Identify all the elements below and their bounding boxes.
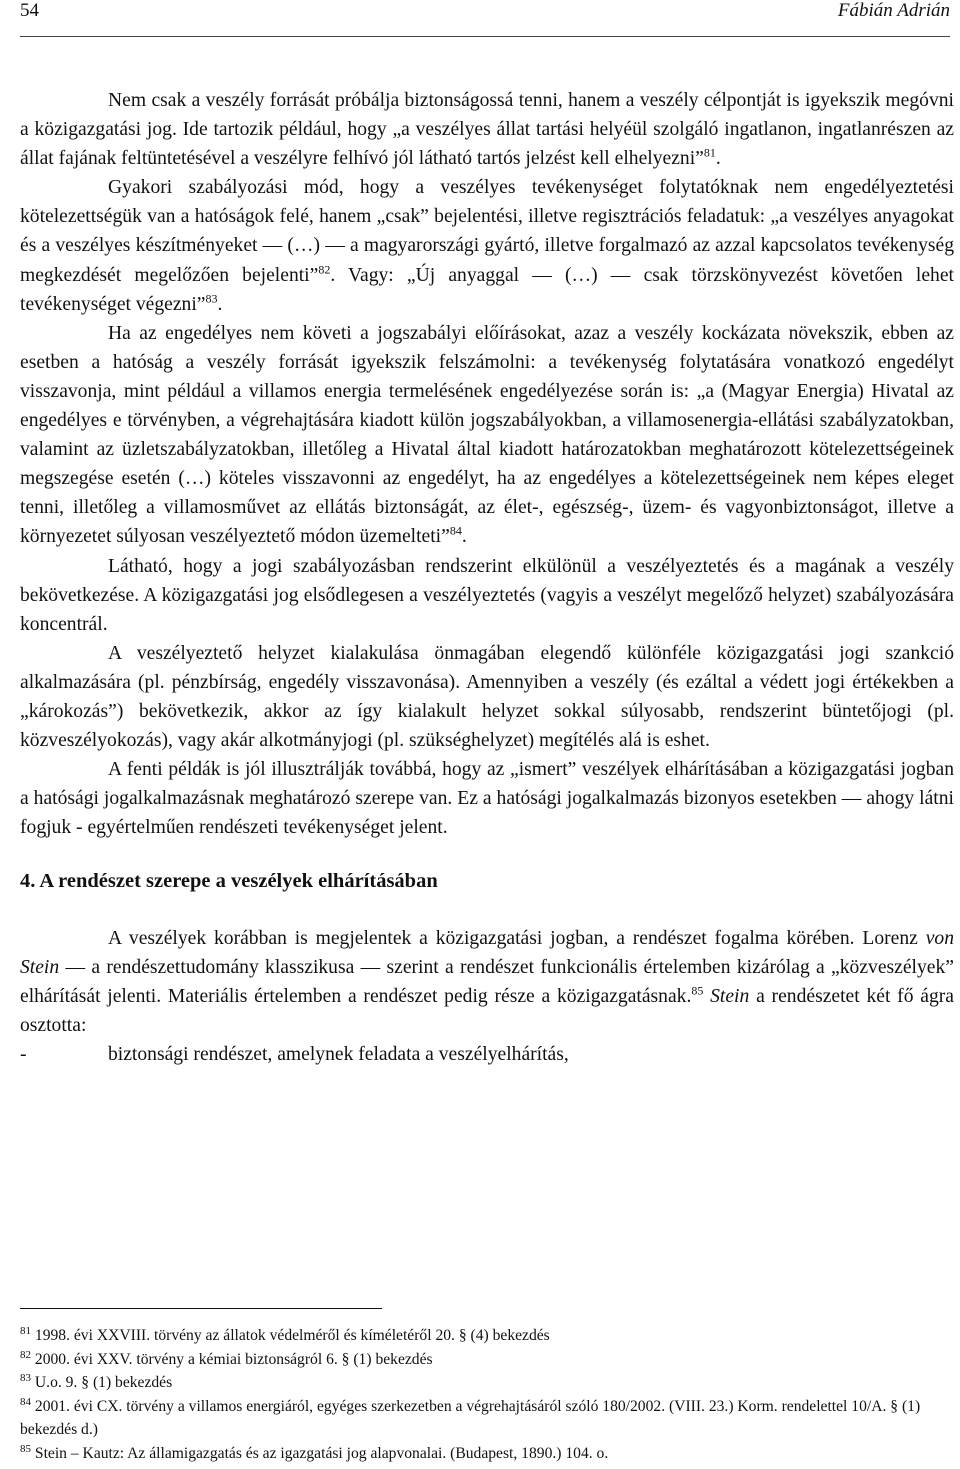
page-number: 54 <box>20 0 39 21</box>
page-header <box>20 0 950 37</box>
footnote-separator <box>20 1308 382 1309</box>
paragraph-3: Ha az engedélyes nem követi a jogszabályi előírásokat, azaz a veszély kockázata növekszik, ebben az esetben a hatóság a veszély forrását igyekszik felszámolni: a tevékenység folytatására vonatkozó engedélyt visszavonja, mint például a villamos energia termelésének engedélyezése során is: „a (Magyar Energia) Hivatal az engedélyes e törvényben, a végrehajtására kiadott külön jogszabályokban, a villamosenergia-ellátási szabályzatokban, valamint az üzletszabályzatokban, illetőleg a Hivatal által kiadott határozatokban meghatározott kötelezettségeinek megszegése esetén (…) köteles visszavonni az engedélyt, ha az engedélyes a kötelezettségeinek nem képes eleget tenni, illetőleg a villamosművet az ellátás biztonságát, az élet-, egészség-, üzem- és vagyonbiztonságot, illetve a környezetet súlyosan veszélyeztető módon üzemelteti”$^{84}$. <box>20 322 954 548</box>
list-dash: - <box>20 1043 27 1065</box>
footnote-84: $^{84}$ 2001. évi CX. törvény a villamos energiáról, egyéges szerkezetben a végrehajtásáról szóló 180/2002. (VIII. 23.) Korm. rendelettel 10/A. § (1) bekezdés d.) <box>20 1395 921 1439</box>
body-text <box>20 86 954 1069</box>
paragraph-7: A veszélyek korábban is megjelentek a közigazgatási jogban, a rendészet fogalma körében. Lorenz von Stein — a rendészettudomány klasszikusa — szerint a rendészet funkcionális értelemben kizárólag a „közveszélyek” elhárítását jelenti. Materiális értelemben a rendészet pedig része a közigazgatásnak.$^{85}$ Stein a rendészetet két fő ágra osztotta: <box>20 927 954 1036</box>
name-stein: Stein <box>710 985 750 1007</box>
footnote-ref-84: 84 <box>449 523 462 538</box>
paragraph-4: Látható, hogy a jogi szabályozásban rendszerint elkülönül a veszélyeztetés és a magának a veszély bekövetkezése. A közigazgatási jog elsődlegesen a veszélyeztetés (vagyis a veszélyt megelőző helyzet) szabályozására koncentrál. <box>20 555 954 635</box>
section-heading: 4. A rendészet szerepe a veszélyek elhárításában <box>20 870 438 893</box>
footnote-ref-83: 83 <box>205 291 218 306</box>
list-item: - biztonsági rendészet, amelynek feladata a veszélyelhárítás, <box>20 1040 954 1069</box>
paragraph-5: A veszélyeztető helyzet kialakulása önmagában elegendő különféle közigazgatási jogi szankció alkalmazására (pl. pénzbírság, engedély visszavonása). Amennyiben a veszély (és ezáltal a védett jogi értékekben a „károkozás”) bekövetkezik, akkor az így kialakult helyzet sokkal súlyosabb, rendszerint büntetőjogi (pl. közveszélyokozás), vagy akár alkotmányjogi (pl. szükséghelyzet) megítélés alá is eshet. <box>20 642 954 752</box>
footnote-ref-82: 82 <box>318 262 331 277</box>
footnotes <box>20 1324 956 1466</box>
footnote-ref-81: 81 <box>703 145 716 160</box>
footnote-ref-85: 85 <box>691 983 704 998</box>
running-author: Fábián Adrián <box>837 0 950 21</box>
paragraph-1: Nem csak a veszély forrását próbálja biztonságossá tenni, hanem a veszély célpontját is igyekszik megóvni a közigazgatási jog. Ide tartozik például, hogy „a veszélyes állat tartási helyéül szolgáló ingatlanon, ingatlanrészen az állat fajának feltüntetésével a veszélyre felhívó jól látható tartós jelzést kell elhelyezni”$^{81}$. <box>20 90 954 170</box>
paragraph-6: A fenti példák is jól illusztrálják továbbá, hogy az „ismert” veszélyek elhárításában a közigazgatási jogban a hatósági jogalkalmazásnak meghatározó szerepe van. Ez a hatósági jogalkalmazás bizonyos esetekben — ahogy látni fogjuk - egyértelműen rendészeti tevékenységet jelent. <box>20 759 954 839</box>
footnote-82: $^{82}$ 2000. évi XXV. törvény a kémiai biztonságról 6. § (1) bekezdés <box>20 1348 433 1368</box>
footnote-85: $^{85}$ Stein – Kautz: Az államigazgatás és az igazgatási jog alapvonalai. (Budapest, 1890.) 104. o. <box>20 1442 609 1462</box>
name-von-stein: von Stein <box>20 927 954 978</box>
paragraph-2: Gyakori szabályozási mód, hogy a veszélyes tevékenységet folytatóknak nem engedélyeztetési kötelezettségük van a hatóságok felé, hanem „csak” bejelentési, illetve regisztrációs feladatuk: „a veszélyes anyagokat és a veszélyes készítményeket — (…) — a magyarországi gyártó, illetve forgalmazó az azzal kapcsolatos tevékenység megkezdését megelőzően bejelenti”$^{82}$. Vagy: „Új anyaggal — (…) — csak törzskönyvezést követően lehet tevékenységet végezni”$^{83}$. <box>20 177 954 315</box>
footnote-83: $^{83}$ U.o. 9. § (1) bekezdés <box>20 1372 173 1392</box>
footnote-81: $^{81}$ 1998. évi XXVIII. törvény az állatok védelméről és kíméletéről 20. § (4) bekezdés <box>20 1324 550 1344</box>
